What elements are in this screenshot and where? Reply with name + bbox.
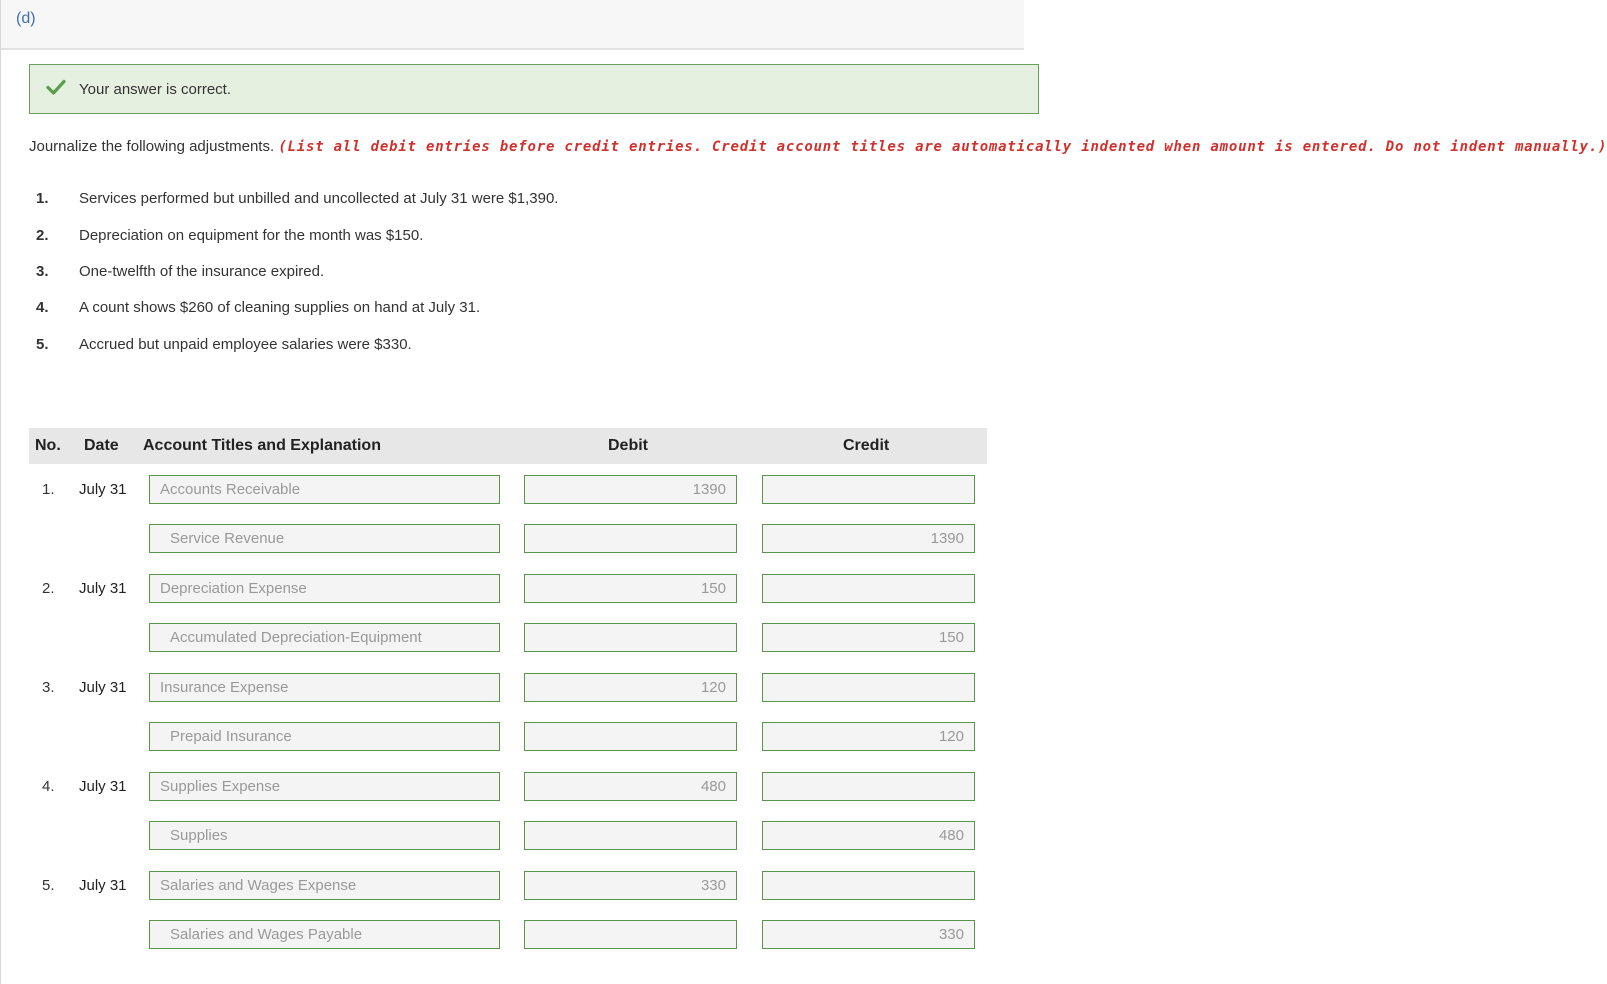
adjustment-number: 5. [36,336,49,353]
part-label: (d) [16,10,36,27]
account-title-input[interactable] [149,574,500,603]
account-title-input[interactable] [149,722,500,751]
account-title-input[interactable] [149,772,500,801]
entry-number: 2. [42,580,55,597]
part-header [1,0,1024,50]
header-account: Account Titles and Explanation [143,437,381,454]
debit-input[interactable] [524,524,737,553]
feedback-banner [29,64,1039,114]
entry-date: July 31 [79,679,127,696]
debit-input[interactable] [524,871,737,900]
account-title-input[interactable] [149,871,500,900]
debit-input[interactable] [524,574,737,603]
entry-number: 1. [42,481,55,498]
credit-input[interactable] [762,821,975,850]
adjustment-number: 3. [36,263,49,280]
debit-input[interactable] [524,722,737,751]
account-title-input[interactable] [149,475,500,504]
left-border [0,0,1,984]
debit-input[interactable] [524,475,737,504]
account-title-input[interactable] [149,821,500,850]
credit-input[interactable] [762,772,975,801]
adjustment-text: Services performed but unbilled and uncollected at July 31 were $1,390. [79,190,559,207]
entry-number: 5. [42,877,55,894]
debit-input[interactable] [524,772,737,801]
credit-input[interactable] [762,524,975,553]
entry-date: July 31 [79,877,127,894]
check-icon [46,79,66,95]
credit-input[interactable] [762,871,975,900]
adjustment-text: Depreciation on equipment for the month was $150. [79,227,424,244]
credit-input[interactable] [762,475,975,504]
credit-input[interactable] [762,623,975,652]
header-debit: Debit [608,437,648,454]
instructions-note: (List all debit entries before credit entries. Credit account titles are automatically indented when amount is entered. Do not indent manually.) [278,139,1607,155]
adjustment-text: One-twelfth of the insurance expired. [79,263,325,280]
instructions [29,138,1607,155]
account-title-input[interactable] [149,920,500,949]
entry-date: July 31 [79,481,127,498]
adjustment-text: A count shows $260 of cleaning supplies on hand at July 31. [79,299,481,316]
header-date: Date [84,437,119,454]
debit-input[interactable] [524,920,737,949]
instructions-lead: Journalize the following adjustments. [29,138,275,155]
header-credit: Credit [843,437,890,454]
entry-date: July 31 [79,580,127,597]
journal-table-header [29,428,987,464]
feedback-text: Your answer is correct. [79,81,232,98]
entry-date: July 31 [79,778,127,795]
credit-input[interactable] [762,574,975,603]
debit-input[interactable] [524,673,737,702]
credit-input[interactable] [762,673,975,702]
account-title-input[interactable] [149,524,500,553]
entry-number: 4. [42,778,55,795]
credit-input[interactable] [762,920,975,949]
adjustment-number: 1. [36,190,49,207]
account-title-input[interactable] [149,673,500,702]
debit-input[interactable] [524,623,737,652]
adjustment-number: 4. [36,299,49,316]
debit-input[interactable] [524,821,737,850]
adjustment-text: Accrued but unpaid employee salaries were $330. [79,336,412,353]
adjustment-number: 2. [36,227,49,244]
account-title-input[interactable] [149,623,500,652]
header-no: No. [35,437,61,454]
entry-number: 3. [42,679,55,696]
credit-input[interactable] [762,722,975,751]
